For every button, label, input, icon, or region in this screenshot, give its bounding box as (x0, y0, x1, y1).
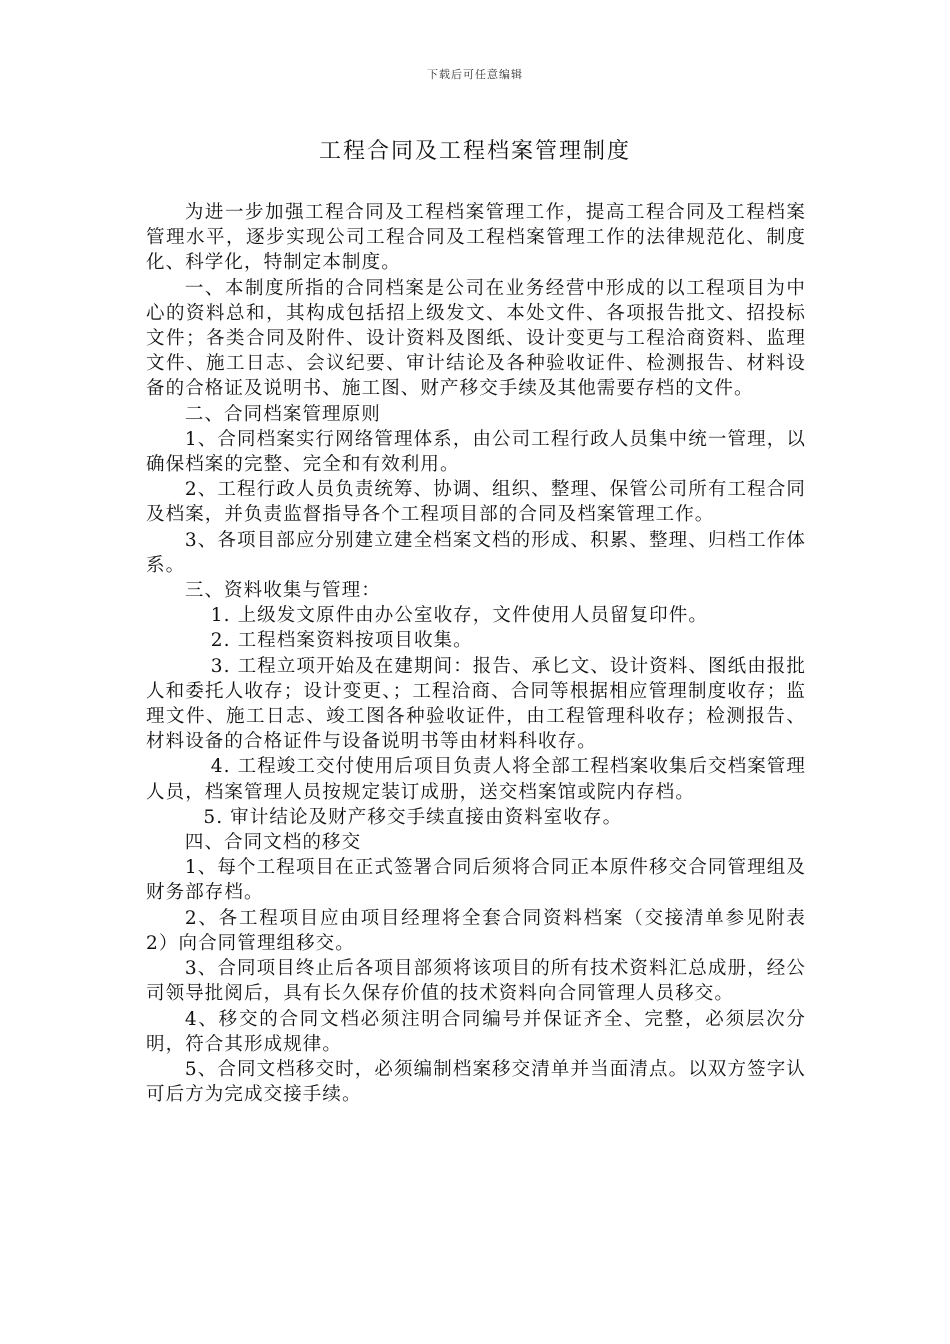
paragraph-item: 5、合同文档移交时，必须编制档案移交清单并当面清点。以双方签字认可后方为完成交接手续。 (146, 1058, 806, 1106)
header-note: 下载后可任意编辑 (427, 68, 523, 81)
paragraph-item: 3. 工程立项开始及在建期间：报告、承匕文、设计资料、图纸由报批人和委托人收存；设计变更、；工程洽商、合同等根据相应管理制度收存；监理文件、施工日志、竣工图各种验收证件，由工程管理科收存；检测报告、材料设备的合格证件与设备说明书等由材料科收存。 (146, 655, 806, 753)
paragraph-item: 4. 工程竣工交付使用后项目负责人将全部工程档案收集后交档案管理人员，档案管理人员按规定装订成册，送交档案馆或院内存档。 (146, 756, 806, 803)
heading-section-2: 二、合同档案管理原则 (184, 403, 381, 425)
paragraph-item: 1、每个工程项目在正式签署合同后须将合同正本原件移交合同管理组及财务部存档。 (146, 857, 806, 904)
heading-section-3: 三、资料收集与管理： (184, 580, 381, 602)
paragraph-item: 3、各项目部应分别建立建全档案文档的形成、积累、整理、归档工作体系。 (146, 529, 806, 576)
paragraph-item: 1、合同档案实行网络管理体系，由公司工程行政人员集中统一管理，以确保档案的完整、完全和有效利用。 (146, 428, 806, 476)
paragraph-item: 5. 审计结论及财产移交手续直接由资料室收存。 (203, 806, 623, 828)
paragraph-item: 3、合同项目终止后各项目部须将该项目的所有技术资料汇总成册，经公司领导批阅后，具有长久保存价值的技术资料向合同管理人员移交。 (146, 958, 806, 1005)
paragraph-item: 4、移交的合同文档必须注明合同编号并保证齐全、完整，必须层次分明，符合其形成规律。 (146, 1008, 806, 1055)
document-body (146, 200, 806, 1107)
paragraph-section-1: 一、本制度所指的合同档案是公司在业务经营中形成的以工程项目为中心的资料总和，其构成包括招上级发文、本处文件、各项报告批文、招投标文件；各类合同及附件、设计资料及图纸、设计变更与工程洽商资料、监理文件、施工日志、会议纪要、审计结论及各种验收证件、检测报告、材料设备的合格证及说明书、施工图、财产移交手续及其他需要存档的文件。 (146, 277, 806, 400)
paragraph-item: 2. 工程档案资料按项目收集。 (210, 630, 473, 652)
heading-section-4: 四、合同文档的移交 (184, 832, 362, 854)
paragraph-item: 2、工程行政人员负责统筹、协调、组织、整理、保管公司所有工程合同及档案，并负责监督指导各个工程项目部的合同及档案管理工作。 (146, 479, 806, 526)
document-title: 工程合同及工程档案管理制度 (318, 139, 631, 164)
paragraph-item: 1. 上级发文原件由办公室收存，文件使用人员留复印件。 (210, 605, 708, 627)
paragraph-intro: 为进一步加强工程合同及工程档案管理工作，提高工程合同及工程档案管理水平，逐步实现公司工程合同及工程档案管理工作的法律规范化、制度化、科学化，特制定本制度。 (146, 202, 806, 274)
paragraph-item: 2、各工程项目应由项目经理将全套合同资料档案（交接清单参见附表2）向合同管理组移交。 (146, 907, 806, 954)
